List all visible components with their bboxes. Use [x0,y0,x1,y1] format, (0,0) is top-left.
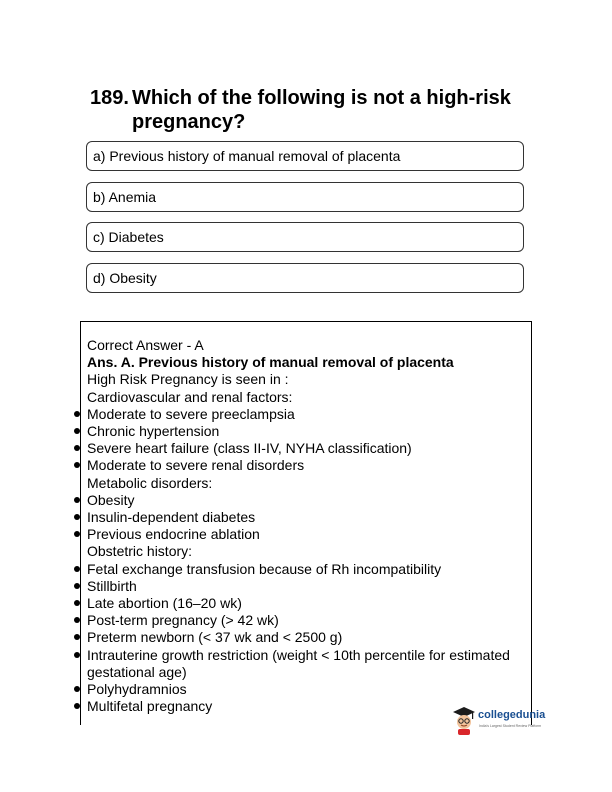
list-item: Polyhydramnios [87,681,532,698]
list-item: Preterm newborn (< 37 wk and < 2500 g) [87,629,532,646]
answer-intro: High Risk Pregnancy is seen in : [87,371,289,388]
bullet-icon [74,428,80,434]
list-item: Chronic hypertension [87,423,532,440]
list-item: Fetal exchange transfusion because of Rh incompatibility [87,561,532,578]
option-a[interactable]: a) Previous history of manual removal of placenta [86,141,524,171]
cardio-heading: Cardiovascular and renal factors: [87,388,293,405]
bullet-icon [74,600,80,606]
list-item: Late abortion (16–20 wk) [87,595,532,612]
list-item: Moderate to severe renal disorders [87,457,532,474]
list-item: Moderate to severe preeclampsia [87,406,532,423]
list-item: Intrauterine growth restriction (weight < 10th percentile for estimated gestational age) [87,647,532,681]
graduate-mascot-icon [452,706,476,736]
question-title [90,86,560,134]
question-text-line1: Which of the following is not a high-risk [132,87,511,109]
correct-answer: Correct Answer - A [87,337,204,353]
list-item: Previous endocrine ablation [87,526,532,543]
metabolic-heading: Metabolic disorders: [87,474,213,491]
bullet-icon [74,497,80,503]
answer-title: Ans. A. Previous history of manual removal of placenta [87,354,454,371]
list-item: Multifetal pregnancy [87,698,532,715]
brand-name: collegedunia [478,709,546,721]
bullet-icon [74,411,80,417]
list-item: Insulin-dependent diabetes [87,509,532,526]
brand-tagline: India's Largest Student Review Platform [479,724,542,728]
question-text-line2: pregnancy? [132,111,246,133]
option-d[interactable]: d) Obesity [86,263,524,293]
answer-explanation [87,337,532,715]
collegedunia-logo [452,706,562,736]
bullet-icon [74,514,80,520]
bullet-icon [74,583,80,589]
list-item: Obesity [87,492,532,509]
question-number: 189. [90,87,129,109]
bullet-icon [74,652,80,658]
obstetric-heading: Obstetric history: [87,543,193,560]
bullet-icon [74,566,80,572]
list-item: Stillbirth [87,578,532,595]
list-item: Post-term pregnancy (> 42 wk) [87,612,532,629]
option-c[interactable]: c) Diabetes [86,222,524,252]
list-item: Severe heart failure (class II-IV, NYHA classification) [87,440,532,457]
option-b[interactable]: b) Anemia [86,182,524,212]
